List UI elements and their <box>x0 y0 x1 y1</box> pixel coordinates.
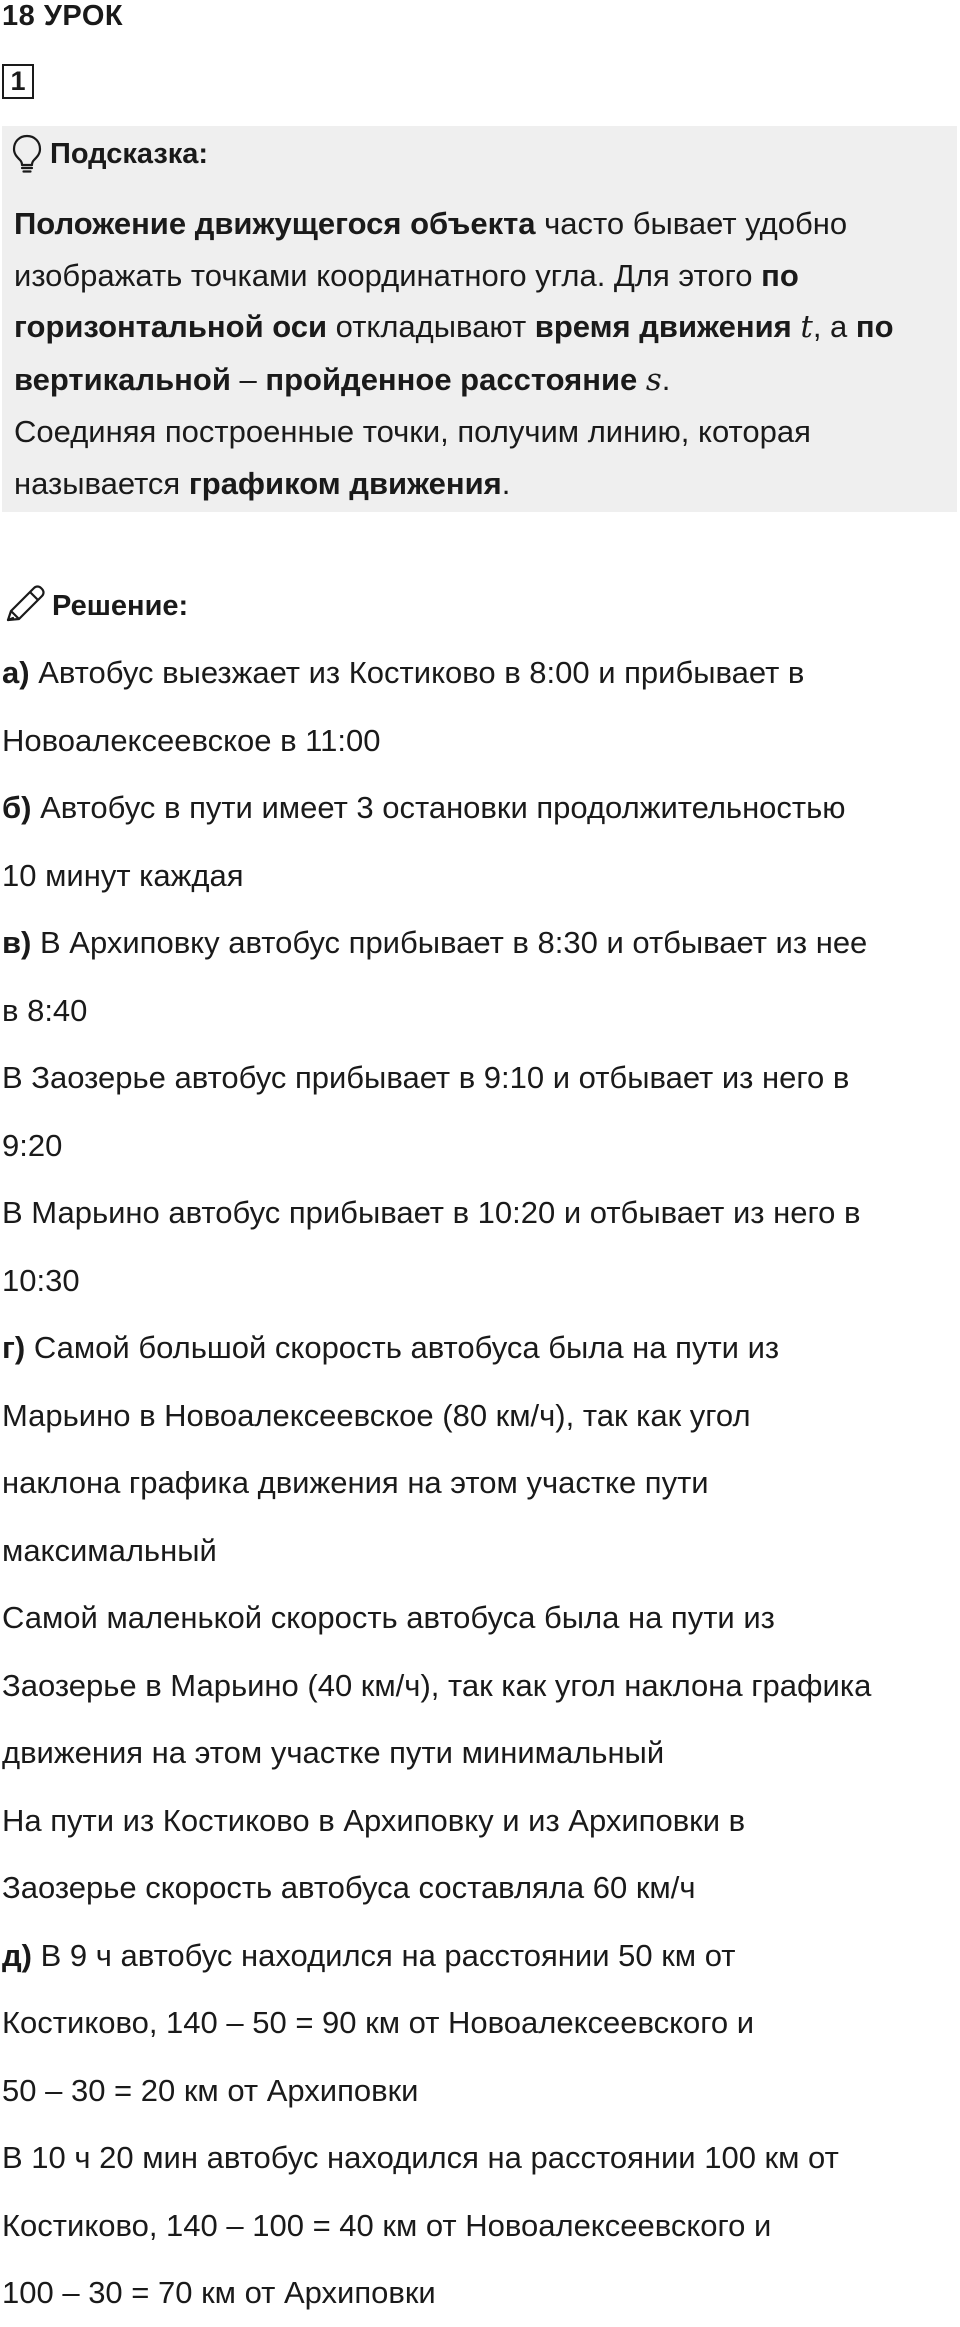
solution-header <box>4 584 188 628</box>
solution-text: а) Автобус выезжает из Костиково в 8:00 и прибывает в Новоалексеевское в 11:00 б) Автобус в пути имеет 3 остановки продолжительностью 10 минут каждая в) В Архиповку автобус прибывает в 8:30 и отбывает из нее в 8:40 В Заозерье автобус прибывает в 9:10 и отбывает из него в 9:20 В Марьино автобус прибывает в 10:20 и отбывает из него в 10:30 г) Самой большой скорость автобуса была на пути из Марьино в Новоалексеевское (80 км/ч), так как угол наклона графика движения на этом участке пути максимальный Самой маленькой скорость автобуса была на пути из Заозерье в Марьино (40 км/ч), так как угол наклона графика движения на этом участке пути минимальный На пути из Костиково в Архиповку и из Архиповки в Заозерье скорость автобуса составляла 60 км/ч д) В 9 ч автобус находился на расстоянии 50 км от Костиково, 140 – 50 = 90 км от Новоалексеевского и 50 – 30 = 20 км от Архиповки В 10 ч 20 мин автобус находился на расстоянии 100 км от Костиково, 140 – 100 = 40 км от Новоалексеевского и 100 – 30 = 70 км от Архиповки <box>2 639 957 2327</box>
hint-text: Положение движущегося объекта часто бывает удобно изображать точками координатного угла. Для этого по горизонтальной оси откладывают время движения t, а по вертикальной – пройденное расстояние s. Соединяя построенные точки, получим линию, которая называется графиком движения. <box>14 206 894 501</box>
answer-g: г) Самой большой скорость автобуса была на пути из <box>2 1330 780 1365</box>
lesson-title: 18 УРОК <box>2 0 124 32</box>
answer-a: а) Автобус выезжает из Костиково в 8:00 и прибывает в <box>2 655 805 690</box>
pencil-icon <box>4 584 46 629</box>
hint-box <box>2 126 957 512</box>
answer-d: д) В 9 ч автобус находился на расстоянии 50 км от <box>2 1937 736 1973</box>
answer-b: б) Автобус в пути имеет 3 остановки продолжительностью <box>2 790 846 825</box>
task-number-badge: 1 <box>2 64 34 99</box>
hint-header <box>12 132 208 176</box>
lightbulb-icon <box>12 134 42 174</box>
answer-v: в) В Архиповку автобус прибывает в 8:30 и отбывает из нее <box>2 925 868 960</box>
hint-title: Подсказка: <box>50 137 209 170</box>
solution-title: Решение: <box>52 589 189 622</box>
